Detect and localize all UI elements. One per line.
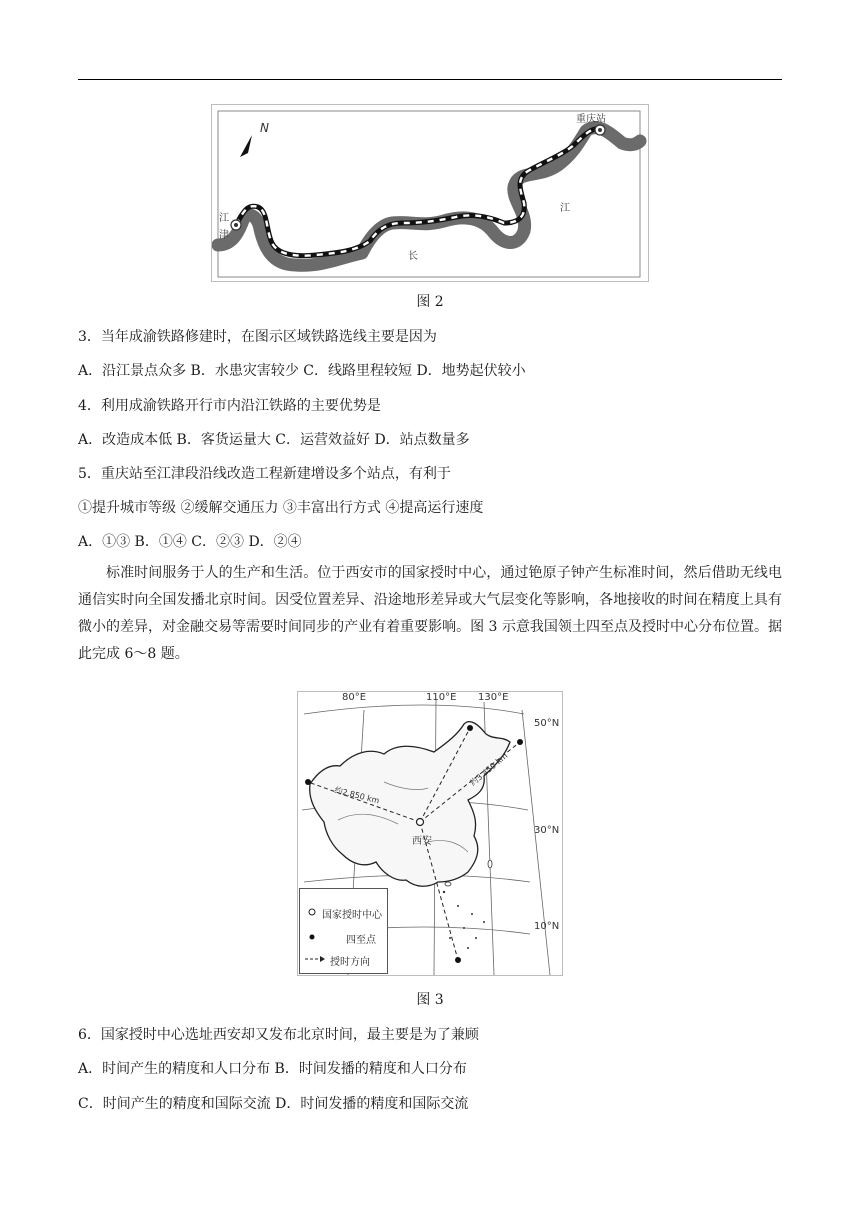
question-5-stem: 5．重庆站至江津段沿线改造工程新建增设多个站点，有利于	[78, 466, 451, 482]
jiangjin-label-1: 江	[219, 213, 229, 224]
header-rule	[78, 79, 782, 80]
latitude-10: 10°N	[534, 921, 560, 932]
figure-3-caption: 图 3	[416, 992, 444, 1008]
distance-west-label: 约2,850 km	[333, 785, 381, 806]
legend-extreme-icon	[310, 935, 315, 940]
question-3-options: A．沿江景点众多 B．水患灾害较少 C．线路里程较短 D．地势起伏较小	[78, 363, 526, 379]
jiangjin-label-2: 津	[219, 230, 229, 241]
longitude-80: 80°E	[342, 692, 367, 703]
passage-standard-time: 标准时间服务于人的生产和生活。位于西安市的国家授时中心，通过铯原子钟产生标准时间，然后借助无线电通信实时向全国发播北京时间。因受位置差异、沿途地形差异或大气层变化等影响，各地接收的时间在精度上具有微小的差异，对金融交易等需要时间同步的产业有着重要影响。图 3 示意我国领土四至点及授时中心分布位置。据此完成 6～8 题。	[78, 565, 782, 662]
question-5-options: A．①③ B．①④ C．②③ D．②④	[78, 534, 302, 550]
question-5-items: ①提升城市等级 ②缓解交通压力 ③丰富出行方式 ④提高运行速度	[78, 500, 484, 516]
latitude-50: 50°N	[534, 718, 560, 729]
longitude-110: 110°E	[426, 692, 457, 703]
question-6-stem: 6．国家授时中心选址西安却又发布北京时间，最主要是为了兼顾	[78, 1027, 479, 1043]
north-arrow-icon	[240, 135, 252, 157]
river-label-chang: 长	[408, 251, 418, 262]
timing-center-icon	[417, 819, 424, 826]
river-label-jiang: 江	[560, 203, 570, 214]
railway-river-map	[212, 105, 648, 281]
north-label: N	[260, 121, 269, 135]
railway-line	[236, 129, 600, 256]
question-4-options: A．改造成本低 B．客货运量大 C．运营效益好 D．站点数量多	[78, 432, 470, 448]
legend-direction-label: 授时方向	[330, 957, 370, 968]
question-3-stem: 3．当年成渝铁路修建时，在图示区域铁路选线主要是因为	[78, 329, 437, 345]
distance-northeast-label: 约3,450 km	[468, 751, 510, 788]
figure-2-caption: 图 2	[416, 294, 444, 310]
chongqing-station-label: 重庆站	[576, 114, 606, 125]
question-4-stem: 4．利用成渝铁路开行市内沿江铁路的主要优势是	[78, 398, 381, 414]
figure-2-railway-map	[211, 104, 649, 282]
legend-center-icon	[309, 909, 315, 915]
legend-center-label: 国家授时中心	[322, 910, 382, 921]
legend-extreme-label: 四至点	[346, 935, 376, 946]
yangtze-river	[218, 128, 640, 266]
longitude-130: 130°E	[478, 692, 509, 703]
map-legend	[299, 888, 388, 974]
china-outline	[310, 722, 510, 887]
city-label-xian: 西安	[412, 836, 432, 847]
figure-3-china-map	[297, 691, 563, 976]
railway-outline	[236, 129, 600, 256]
question-6-options-1: A．时间产生的精度和人口分布 B．时间发播的精度和人口分布	[78, 1061, 467, 1077]
question-6-options-2: C．时间产生的精度和国际交流 D．时间发播的精度和国际交流	[78, 1096, 469, 1112]
latitude-30: 30°N	[534, 825, 560, 836]
